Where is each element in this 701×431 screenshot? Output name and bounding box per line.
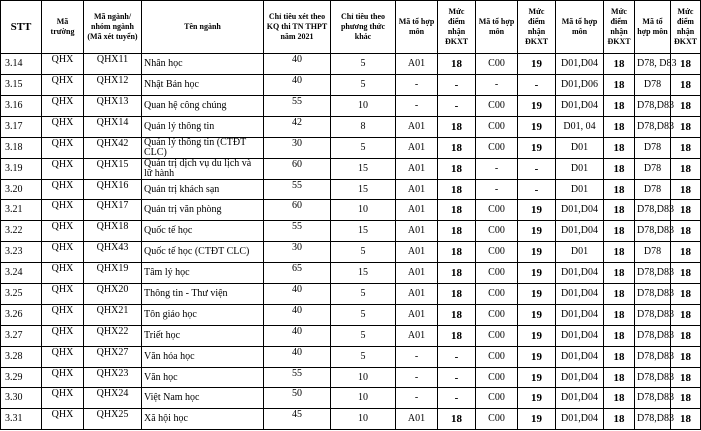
header-muc-diem-3: Mức điểm nhận ĐKXT — [604, 1, 635, 54]
cell-muc-diem-2: 19 — [518, 284, 556, 305]
cell-ma-to-hop-3: D01,D04 — [556, 304, 604, 325]
cell-stt: 3.26 — [1, 304, 42, 325]
cell-muc-diem-3: 18 — [604, 284, 635, 305]
cell-ten-nganh: Tôn giáo học — [142, 304, 264, 325]
table-row — [1, 242, 701, 263]
cell-chi-tieu-kq: 55 — [264, 367, 331, 388]
table-row — [1, 221, 701, 242]
cell-ma-nganh: QHX16 — [84, 179, 142, 200]
cell-muc-diem-2: 19 — [518, 367, 556, 388]
cell-muc-diem-1: 18 — [438, 221, 476, 242]
cell-muc-diem-4: 18 — [671, 325, 701, 346]
cell-ma-to-hop-2: C00 — [476, 200, 518, 221]
cell-muc-diem-1: 18 — [438, 116, 476, 137]
table-row — [1, 388, 701, 409]
cell-ma-to-hop-4: D78,D83 — [635, 304, 671, 325]
table-row — [1, 263, 701, 284]
header-muc-diem-4: Mức điểm nhận ĐKXT — [671, 1, 701, 54]
cell-ma-to-hop-2: C00 — [476, 284, 518, 305]
cell-chi-tieu-khac: 10 — [331, 95, 396, 116]
header-muc-diem-1: Mức điểm nhận ĐKXT — [438, 1, 476, 54]
cell-muc-diem-1: 18 — [438, 200, 476, 221]
cell-ma-to-hop-2: C00 — [476, 137, 518, 158]
cell-ma-to-hop-1: - — [396, 95, 438, 116]
cell-ma-nganh: QHX11 — [84, 54, 142, 75]
cell-ma-nganh: QHX14 — [84, 116, 142, 137]
cell-ma-to-hop-1: A01 — [396, 284, 438, 305]
cell-chi-tieu-khac: 5 — [331, 74, 396, 95]
cell-ma-nganh: QHX25 — [84, 409, 142, 430]
cell-ma-to-hop-3: D01 — [556, 242, 604, 263]
cell-chi-tieu-khac: 5 — [331, 304, 396, 325]
cell-chi-tieu-khac: 5 — [331, 284, 396, 305]
cell-chi-tieu-khac: 5 — [331, 346, 396, 367]
cell-muc-diem-2: - — [518, 179, 556, 200]
cell-stt: 3.23 — [1, 242, 42, 263]
cell-ma-to-hop-3: D01 — [556, 137, 604, 158]
table-row — [1, 54, 701, 75]
cell-ten-nganh: Quốc tế học (CTĐT CLC) — [142, 242, 264, 263]
cell-stt: 3.15 — [1, 74, 42, 95]
cell-muc-diem-4: 18 — [671, 367, 701, 388]
cell-chi-tieu-kq: 60 — [264, 158, 331, 179]
cell-ma-truong: QHX — [42, 179, 84, 200]
cell-ma-to-hop-4: D78,D83 — [635, 346, 671, 367]
cell-ma-to-hop-2: - — [476, 158, 518, 179]
cell-stt: 3.18 — [1, 137, 42, 158]
cell-muc-diem-1: 18 — [438, 409, 476, 430]
table-row — [1, 158, 701, 179]
cell-muc-diem-2: 19 — [518, 221, 556, 242]
cell-chi-tieu-kq: 40 — [264, 304, 331, 325]
cell-ma-truong: QHX — [42, 284, 84, 305]
cell-ma-nganh: QHX21 — [84, 304, 142, 325]
header-ma-to-hop-1: Mã tổ hợp môn — [396, 1, 438, 54]
cell-ma-to-hop-1: A01 — [396, 221, 438, 242]
cell-muc-diem-3: 18 — [604, 409, 635, 430]
cell-ten-nganh: Văn học — [142, 367, 264, 388]
cell-ma-to-hop-4: D78,D83 — [635, 409, 671, 430]
cell-ma-to-hop-1: A01 — [396, 137, 438, 158]
cell-chi-tieu-khac: 15 — [331, 221, 396, 242]
cell-chi-tieu-kq: 45 — [264, 409, 331, 430]
cell-chi-tieu-kq: 50 — [264, 388, 331, 409]
cell-ma-to-hop-3: D01,D04 — [556, 388, 604, 409]
cell-ma-to-hop-4: D78,D83 — [635, 263, 671, 284]
cell-ma-to-hop-2: C00 — [476, 221, 518, 242]
cell-ma-to-hop-2: C00 — [476, 367, 518, 388]
cell-muc-diem-2: 19 — [518, 304, 556, 325]
cell-stt: 3.17 — [1, 116, 42, 137]
cell-stt: 3.21 — [1, 200, 42, 221]
cell-muc-diem-1: 18 — [438, 137, 476, 158]
cell-ma-nganh: QHX12 — [84, 74, 142, 95]
table-row — [1, 346, 701, 367]
cell-ma-nganh: QHX15 — [84, 158, 142, 179]
cell-muc-diem-3: 18 — [604, 367, 635, 388]
cell-muc-diem-2: 19 — [518, 137, 556, 158]
cell-muc-diem-3: 18 — [604, 388, 635, 409]
cell-ma-nganh: QHX20 — [84, 284, 142, 305]
cell-ma-to-hop-2: - — [476, 74, 518, 95]
cell-ten-nganh: Văn hóa học — [142, 346, 264, 367]
cell-muc-diem-2: 19 — [518, 263, 556, 284]
cell-muc-diem-2: 19 — [518, 346, 556, 367]
cell-ten-nganh: Quản trị văn phòng — [142, 200, 264, 221]
cell-ten-nganh: Thông tin - Thư viện — [142, 284, 264, 305]
cell-ma-to-hop-2: - — [476, 179, 518, 200]
cell-muc-diem-4: 18 — [671, 116, 701, 137]
cell-ma-to-hop-3: D01,D04 — [556, 95, 604, 116]
table-row — [1, 409, 701, 430]
cell-ma-nganh: QHX13 — [84, 95, 142, 116]
cell-ma-truong: QHX — [42, 409, 84, 430]
cell-ma-to-hop-2: C00 — [476, 242, 518, 263]
cell-ma-to-hop-2: C00 — [476, 95, 518, 116]
cell-chi-tieu-kq: 40 — [264, 54, 331, 75]
cell-muc-diem-1: 18 — [438, 179, 476, 200]
cell-ma-to-hop-3: D01,D04 — [556, 263, 604, 284]
cell-muc-diem-4: 18 — [671, 346, 701, 367]
cell-ten-nganh: Tâm lý học — [142, 263, 264, 284]
cell-chi-tieu-khac: 10 — [331, 200, 396, 221]
header-muc-diem-2: Mức điểm nhận ĐKXT — [518, 1, 556, 54]
cell-ten-nganh: Quản trị khách sạn — [142, 179, 264, 200]
cell-muc-diem-3: 18 — [604, 158, 635, 179]
cell-ma-to-hop-1: A01 — [396, 304, 438, 325]
cell-ma-to-hop-4: D78,D83 — [635, 221, 671, 242]
cell-chi-tieu-khac: 15 — [331, 158, 396, 179]
cell-ma-nganh: QHX42 — [84, 137, 142, 158]
cell-ma-truong: QHX — [42, 158, 84, 179]
cell-muc-diem-2: - — [518, 158, 556, 179]
cell-ten-nganh: Quan hệ công chúng — [142, 95, 264, 116]
cell-stt: 3.28 — [1, 346, 42, 367]
table-row — [1, 116, 701, 137]
cell-ma-to-hop-3: D01,D04 — [556, 409, 604, 430]
table-row — [1, 137, 701, 158]
cell-muc-diem-1: 18 — [438, 263, 476, 284]
cell-chi-tieu-kq: 42 — [264, 116, 331, 137]
cell-chi-tieu-kq: 40 — [264, 325, 331, 346]
cell-muc-diem-2: - — [518, 74, 556, 95]
cell-ma-to-hop-4: D78 — [635, 242, 671, 263]
cell-ma-to-hop-3: D01,D04 — [556, 284, 604, 305]
cell-muc-diem-3: 18 — [604, 137, 635, 158]
cell-stt: 3.22 — [1, 221, 42, 242]
cell-ten-nganh: Quốc tế học — [142, 221, 264, 242]
cell-chi-tieu-khac: 5 — [331, 242, 396, 263]
cell-ten-nganh: Triết học — [142, 325, 264, 346]
cell-muc-diem-3: 18 — [604, 95, 635, 116]
cell-ma-to-hop-1: A01 — [396, 409, 438, 430]
cell-muc-diem-3: 18 — [604, 242, 635, 263]
cell-ma-truong: QHX — [42, 95, 84, 116]
table-row — [1, 200, 701, 221]
cell-muc-diem-2: 19 — [518, 116, 556, 137]
header-stt: STT — [1, 1, 42, 54]
cell-ten-nganh: Việt Nam học — [142, 388, 264, 409]
cell-ma-to-hop-1: A01 — [396, 242, 438, 263]
cell-ma-truong: QHX — [42, 137, 84, 158]
cell-ma-to-hop-4: D78,D83 — [635, 388, 671, 409]
cell-ma-to-hop-4: D78,D83 — [635, 367, 671, 388]
cell-muc-diem-4: 18 — [671, 137, 701, 158]
cell-ma-to-hop-1: A01 — [396, 325, 438, 346]
cell-chi-tieu-khac: 5 — [331, 54, 396, 75]
cell-ma-truong: QHX — [42, 388, 84, 409]
table-row — [1, 95, 701, 116]
cell-ma-to-hop-3: D01,D04 — [556, 346, 604, 367]
cell-stt: 3.29 — [1, 367, 42, 388]
cell-chi-tieu-kq: 40 — [264, 284, 331, 305]
header-ma-to-hop-2: Mã tổ hợp môn — [476, 1, 518, 54]
table-row — [1, 367, 701, 388]
cell-ma-to-hop-3: D01,D04 — [556, 221, 604, 242]
cell-ma-to-hop-3: D01,D04 — [556, 325, 604, 346]
cell-ma-to-hop-1: A01 — [396, 200, 438, 221]
cell-ma-to-hop-3: D01,D06 — [556, 74, 604, 95]
cell-ten-nganh: Nhật Bản học — [142, 74, 264, 95]
header-ma-to-hop-3: Mã tổ hợp môn — [556, 1, 604, 54]
cell-ma-to-hop-4: D78,D83 — [635, 116, 671, 137]
cell-ma-truong: QHX — [42, 74, 84, 95]
header-chi-tieu-khac: Chỉ tiêu theo phương thức khác — [331, 1, 396, 54]
cell-ma-truong: QHX — [42, 242, 84, 263]
cell-ma-nganh: QHX18 — [84, 221, 142, 242]
cell-muc-diem-1: - — [438, 95, 476, 116]
cell-ma-to-hop-2: C00 — [476, 409, 518, 430]
cell-muc-diem-4: 18 — [671, 263, 701, 284]
cell-ma-to-hop-1: - — [396, 346, 438, 367]
cell-stt: 3.20 — [1, 179, 42, 200]
cell-muc-diem-4: 18 — [671, 179, 701, 200]
cell-ma-truong: QHX — [42, 116, 84, 137]
cell-ten-nganh: Quản lý thông tin (CTĐT CLC) — [142, 137, 264, 158]
cell-chi-tieu-khac: 8 — [331, 116, 396, 137]
cell-muc-diem-1: 18 — [438, 325, 476, 346]
cell-chi-tieu-kq: 55 — [264, 221, 331, 242]
cell-muc-diem-4: 18 — [671, 242, 701, 263]
cell-ma-to-hop-2: C00 — [476, 346, 518, 367]
table-row — [1, 325, 701, 346]
cell-ma-truong: QHX — [42, 263, 84, 284]
cell-chi-tieu-kq: 30 — [264, 137, 331, 158]
cell-ma-truong: QHX — [42, 54, 84, 75]
cell-ten-nganh: Quản trị dịch vụ du lịch và lữ hành — [142, 158, 264, 179]
table-row — [1, 74, 701, 95]
cell-muc-diem-1: 18 — [438, 54, 476, 75]
cell-ma-to-hop-4: D78,D83 — [635, 325, 671, 346]
cell-chi-tieu-khac: 5 — [331, 325, 396, 346]
cell-ma-to-hop-2: C00 — [476, 388, 518, 409]
table-body — [1, 54, 701, 430]
cell-chi-tieu-kq: 60 — [264, 200, 331, 221]
cell-ma-to-hop-1: - — [396, 367, 438, 388]
cell-ma-to-hop-1: A01 — [396, 263, 438, 284]
cell-muc-diem-3: 18 — [604, 179, 635, 200]
cell-ma-nganh: QHX17 — [84, 200, 142, 221]
cell-muc-diem-2: 19 — [518, 409, 556, 430]
cell-muc-diem-3: 18 — [604, 200, 635, 221]
cell-muc-diem-2: 19 — [518, 242, 556, 263]
cell-muc-diem-2: 19 — [518, 95, 556, 116]
cell-ma-to-hop-1: A01 — [396, 116, 438, 137]
cell-muc-diem-1: - — [438, 388, 476, 409]
cell-ma-to-hop-4: D78 — [635, 179, 671, 200]
cell-ma-to-hop-4: D78,D83 — [635, 284, 671, 305]
cell-muc-diem-3: 18 — [604, 221, 635, 242]
cell-ma-truong: QHX — [42, 304, 84, 325]
header-chi-tieu-kq: Chỉ tiêu xét theo KQ thi TN THPT năm 2021 — [264, 1, 331, 54]
cell-muc-diem-1: - — [438, 367, 476, 388]
cell-chi-tieu-kq: 40 — [264, 346, 331, 367]
cell-muc-diem-3: 18 — [604, 263, 635, 284]
cell-chi-tieu-kq: 40 — [264, 74, 331, 95]
cell-muc-diem-4: 18 — [671, 221, 701, 242]
cell-ma-nganh: QHX27 — [84, 346, 142, 367]
cell-ma-to-hop-4: D78,D83 — [635, 95, 671, 116]
cell-ma-to-hop-4: D78 — [635, 137, 671, 158]
cell-muc-diem-4: 18 — [671, 200, 701, 221]
cell-muc-diem-4: 18 — [671, 95, 701, 116]
cell-chi-tieu-khac: 10 — [331, 367, 396, 388]
cell-stt: 3.31 — [1, 409, 42, 430]
cell-ma-nganh: QHX43 — [84, 242, 142, 263]
cell-muc-diem-4: 18 — [671, 388, 701, 409]
cell-chi-tieu-khac: 10 — [331, 388, 396, 409]
cell-ten-nganh: Quản lý thông tin — [142, 116, 264, 137]
cell-muc-diem-3: 18 — [604, 116, 635, 137]
cell-muc-diem-1: - — [438, 346, 476, 367]
cell-ma-to-hop-3: D01, 04 — [556, 116, 604, 137]
table-row — [1, 179, 701, 200]
cell-ma-to-hop-4: D78 — [635, 74, 671, 95]
cell-ten-nganh: Nhân học — [142, 54, 264, 75]
cell-chi-tieu-kq: 65 — [264, 263, 331, 284]
cell-ma-nganh: QHX19 — [84, 263, 142, 284]
cell-muc-diem-3: 18 — [604, 74, 635, 95]
cell-muc-diem-1: 18 — [438, 242, 476, 263]
cell-ma-nganh: QHX24 — [84, 388, 142, 409]
cell-ma-to-hop-2: C00 — [476, 325, 518, 346]
cell-muc-diem-3: 18 — [604, 304, 635, 325]
cell-stt: 3.27 — [1, 325, 42, 346]
cell-muc-diem-1: 18 — [438, 284, 476, 305]
table-row — [1, 304, 701, 325]
cell-ma-truong: QHX — [42, 346, 84, 367]
cell-ma-to-hop-4: D78,D83 — [635, 200, 671, 221]
header-ma-to-hop-4: Mã tổ hợp môn — [635, 1, 671, 54]
header-row — [1, 1, 701, 54]
cell-muc-diem-4: 18 — [671, 54, 701, 75]
cell-ma-to-hop-1: - — [396, 74, 438, 95]
header-ten-nganh: Tên ngành — [142, 1, 264, 54]
cell-stt: 3.24 — [1, 263, 42, 284]
cell-ma-to-hop-1: A01 — [396, 158, 438, 179]
cell-ma-to-hop-1: - — [396, 388, 438, 409]
cell-muc-diem-1: 18 — [438, 304, 476, 325]
cell-stt: 3.25 — [1, 284, 42, 305]
cell-ma-to-hop-3: D01,D04 — [556, 54, 604, 75]
table-row — [1, 284, 701, 305]
cell-chi-tieu-khac: 5 — [331, 137, 396, 158]
cell-chi-tieu-kq: 55 — [264, 179, 331, 200]
cell-muc-diem-1: - — [438, 74, 476, 95]
cell-ma-to-hop-2: C00 — [476, 304, 518, 325]
cell-chi-tieu-khac: 10 — [331, 409, 396, 430]
cell-ma-to-hop-3: D01 — [556, 179, 604, 200]
cell-muc-diem-3: 18 — [604, 54, 635, 75]
cell-stt: 3.19 — [1, 158, 42, 179]
cell-muc-diem-2: 19 — [518, 325, 556, 346]
cell-ma-truong: QHX — [42, 221, 84, 242]
cell-muc-diem-3: 18 — [604, 346, 635, 367]
cell-ten-nganh: Xã hội học — [142, 409, 264, 430]
cell-ma-to-hop-3: D01 — [556, 158, 604, 179]
header-ma-nganh: Mã ngành/ nhóm ngành (Mã xét tuyển) — [84, 1, 142, 54]
cell-ma-truong: QHX — [42, 200, 84, 221]
cell-muc-diem-3: 18 — [604, 325, 635, 346]
cell-chi-tieu-khac: 15 — [331, 179, 396, 200]
cell-stt: 3.30 — [1, 388, 42, 409]
cell-muc-diem-2: 19 — [518, 200, 556, 221]
cell-muc-diem-2: 19 — [518, 388, 556, 409]
cell-ma-to-hop-2: C00 — [476, 263, 518, 284]
cell-chi-tieu-khac: 15 — [331, 263, 396, 284]
cell-muc-diem-1: 18 — [438, 158, 476, 179]
cell-stt: 3.14 — [1, 54, 42, 75]
cell-muc-diem-4: 18 — [671, 409, 701, 430]
cell-muc-diem-4: 18 — [671, 74, 701, 95]
cell-chi-tieu-kq: 30 — [264, 242, 331, 263]
cell-ma-nganh: QHX22 — [84, 325, 142, 346]
cell-ma-to-hop-4: D78, D83 — [635, 54, 671, 75]
header-ma-truong: Mã trường — [42, 1, 84, 54]
cell-ma-to-hop-2: C00 — [476, 116, 518, 137]
cell-ma-nganh: QHX23 — [84, 367, 142, 388]
cell-ma-truong: QHX — [42, 367, 84, 388]
cell-stt: 3.16 — [1, 95, 42, 116]
cell-ma-to-hop-4: D78 — [635, 158, 671, 179]
cell-ma-to-hop-1: A01 — [396, 179, 438, 200]
cell-muc-diem-4: 18 — [671, 158, 701, 179]
cell-ma-to-hop-2: C00 — [476, 54, 518, 75]
cell-muc-diem-4: 18 — [671, 284, 701, 305]
cell-ma-truong: QHX — [42, 325, 84, 346]
cell-muc-diem-4: 18 — [671, 304, 701, 325]
cell-ma-to-hop-3: D01,D04 — [556, 367, 604, 388]
cell-chi-tieu-kq: 55 — [264, 95, 331, 116]
cell-ma-to-hop-1: A01 — [396, 54, 438, 75]
cell-ma-to-hop-3: D01,D04 — [556, 200, 604, 221]
cell-muc-diem-2: 19 — [518, 54, 556, 75]
